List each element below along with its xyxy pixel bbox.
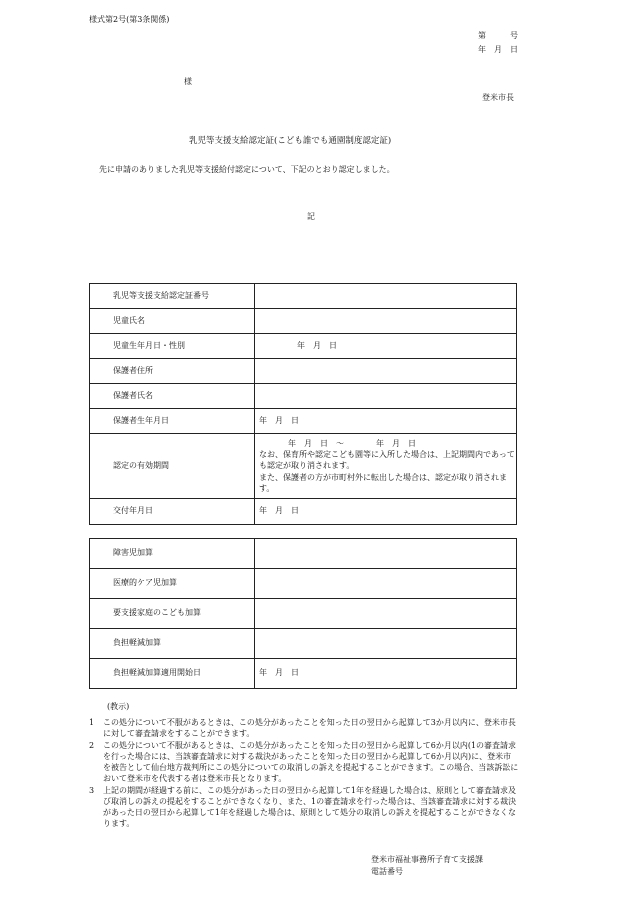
row-value xyxy=(255,599,517,629)
row-value: 年 月 日 xyxy=(255,659,517,689)
list-item xyxy=(89,717,519,739)
note-number: 3 xyxy=(89,786,95,796)
phone-label: 電話番号 xyxy=(371,867,403,876)
table-row xyxy=(90,539,517,569)
list-item xyxy=(89,785,519,829)
period-label: 認定の有効期間 xyxy=(90,434,255,499)
row-value xyxy=(255,384,517,409)
note-number: 2 xyxy=(89,741,95,751)
table-row xyxy=(90,384,517,409)
table-row xyxy=(90,359,517,384)
note-text: 上記の期間が経過する前に、この処分があった日の翌日から起算して1年を経過した場合は、原則として審査請求及び取消しの訴えの提起をすることができなくなり、また、1の審査請求を行った場合は、当該審査請求に対する裁決があった日の翌日から起算して1年を経過した場合は、原則として処分の取消しの訴えを提起することができなくなります。 xyxy=(103,786,517,829)
table-row xyxy=(90,334,517,359)
table-row xyxy=(90,499,517,525)
row-value xyxy=(255,359,517,384)
row-value xyxy=(255,539,517,569)
note-number: 1 xyxy=(89,718,95,727)
period-value xyxy=(255,434,517,499)
department-name: 登米市福祉事務所子育て支援課 xyxy=(371,855,483,864)
table-row xyxy=(90,629,517,659)
notes-list xyxy=(89,717,519,830)
issuer-name: 登米市長 xyxy=(482,93,514,102)
period-note-1: なお、保育所や認定こども園等に入所した場合は、上記期間内であっても認定が取り消されます。 xyxy=(259,450,515,471)
period-range: 年 月 日 ～ 年 月 日 xyxy=(288,439,416,449)
row-value: 年 月 日 xyxy=(255,409,517,434)
certificate-table xyxy=(89,283,517,525)
list-item xyxy=(89,740,519,784)
row-label: 児童氏名 xyxy=(90,309,255,334)
row-value xyxy=(255,284,517,309)
row-label: 障害児加算 xyxy=(90,539,255,569)
row-label: 児童生年月日・性別 xyxy=(90,334,255,359)
table-row xyxy=(90,659,517,689)
addition-table xyxy=(89,538,517,689)
note-text: この処分について不服があるときは、この処分があったことを知った日の翌日から起算して3か月以内に、登米市長に対して審査請求をすることができます。 xyxy=(103,718,516,739)
table-row xyxy=(90,284,517,309)
table-row xyxy=(90,434,517,499)
table-row xyxy=(90,569,517,599)
period-note-2: また、保護者の方が市町村外に転出した場合は、認定が取り消されます。 xyxy=(259,472,507,493)
recipient-honorific: 様 xyxy=(184,77,192,86)
row-label: 要支援家庭のこども加算 xyxy=(90,599,255,629)
row-label: 保護者住所 xyxy=(90,359,255,384)
table-row xyxy=(90,309,517,334)
issue-date-value: 年 月 日 xyxy=(255,499,517,525)
document-number: 第 号 xyxy=(478,31,518,40)
row-label: 保護者生年月日 xyxy=(90,409,255,434)
form-number: 様式第2号(第3条関係) xyxy=(89,15,170,24)
note-text: この処分について不服があるときは、この処分があったことを知った日の翌日から起算して6か月以内(1の審査請求を行った場合には、当該審査請求に対する裁決があったことを知った日の翌日から起算して6か月以内)に、登米市を被告として仙台地方裁判所にこの処分についての取消しの訴えを提起することができます。この場合、当該訴訟において登米市を代表する者は登米市長となります。 xyxy=(103,741,519,784)
notes-heading: (教示) xyxy=(107,702,130,711)
intro-text: 先に申請のありました乳児等支援給付認定について、下記のとおり認定しました。 xyxy=(99,165,395,174)
row-value xyxy=(255,569,517,599)
row-label: 負担軽減加算 xyxy=(90,629,255,659)
issue-date: 年 月 日 xyxy=(478,45,518,54)
row-value xyxy=(255,629,517,659)
document-title: 乳児等支援支給認定証(こども誰でも通園制度認定証) xyxy=(189,136,392,146)
row-label: 医療的ケア児加算 xyxy=(90,569,255,599)
table-row xyxy=(90,409,517,434)
table-row xyxy=(90,599,517,629)
row-value: 年 月 日 xyxy=(255,334,517,359)
row-label: 負担軽減加算適用開始日 xyxy=(90,659,255,689)
row-value xyxy=(255,309,517,334)
row-label: 乳児等支援支給認定証番号 xyxy=(90,284,255,309)
ki-marker: 記 xyxy=(307,212,315,221)
issue-date-label: 交付年月日 xyxy=(90,499,255,525)
row-label: 保護者氏名 xyxy=(90,384,255,409)
